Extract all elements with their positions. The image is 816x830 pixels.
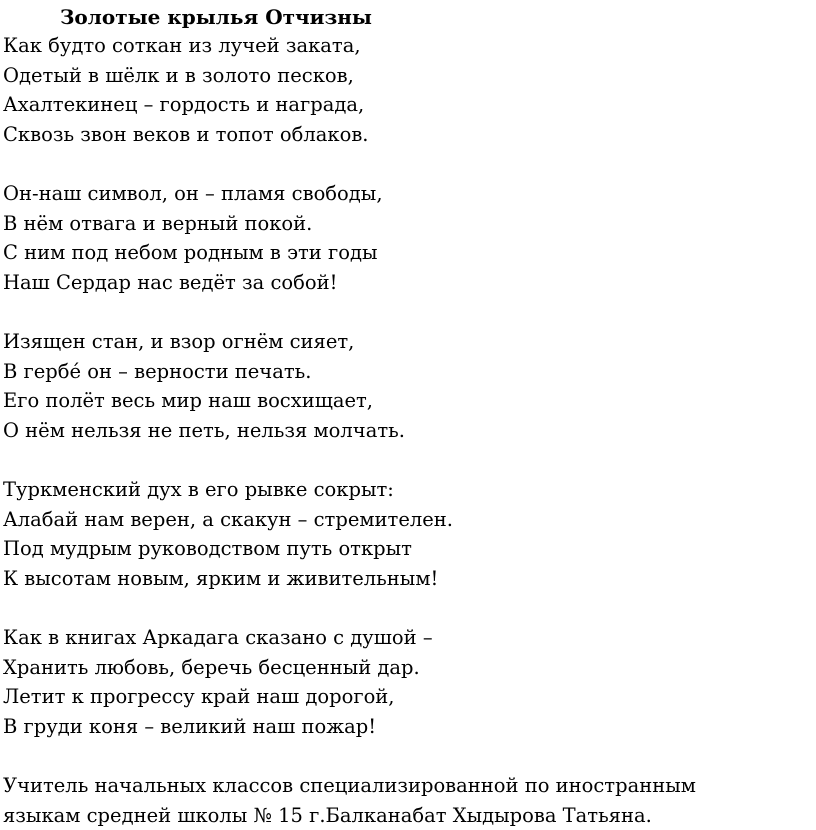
poem-line: В груди коня – великий наш пожар! bbox=[3, 712, 813, 742]
author-line: Учитель начальных классов специализированной по иностранным bbox=[3, 771, 813, 801]
poem-line: Хранить любовь, беречь бесценный дар. bbox=[3, 653, 813, 683]
poem-body bbox=[3, 31, 813, 830]
poem-line: Ахалтекинец – гордость и награда, bbox=[3, 90, 813, 120]
poem-line: Как будто соткан из лучей заката, bbox=[3, 31, 813, 61]
stanza-2 bbox=[3, 179, 813, 297]
stanza-3 bbox=[3, 327, 813, 445]
poem-line: Одетый в шёлк и в золото песков, bbox=[3, 61, 813, 91]
poem-line: С ним под небом родным в эти годы bbox=[3, 238, 813, 268]
author-credit bbox=[3, 771, 813, 830]
stanza-4 bbox=[3, 475, 813, 593]
poem-line: Как в книгах Аркадага сказано с душой – bbox=[3, 623, 813, 653]
poem-line: В нём отвага и верный покой. bbox=[3, 209, 813, 239]
poem-line: Его полёт весь мир наш восхищает, bbox=[3, 386, 813, 416]
poem-line: Наш Сердар нас ведёт за собой! bbox=[3, 268, 813, 298]
stanza-5 bbox=[3, 623, 813, 741]
author-line: языкам средней школы № 15 г.Балканабат Хыдырова Татьяна. bbox=[3, 801, 813, 830]
poem-line: Изящен стан, и взор огнём сияет, bbox=[3, 327, 813, 357]
poem-title: Золотые крылья Отчизны bbox=[60, 2, 372, 32]
poem-line: Туркменский дух в его рывке сокрыт: bbox=[3, 475, 813, 505]
stanza-1 bbox=[3, 31, 813, 149]
poem-line: Он-наш символ, он – пламя свободы, bbox=[3, 179, 813, 209]
poem-line: Сквозь звон веков и топот облаков. bbox=[3, 120, 813, 150]
poem-line: Летит к прогрессу край наш дорогой, bbox=[3, 682, 813, 712]
poem-line: О нём нельзя не петь, нельзя молчать. bbox=[3, 416, 813, 446]
poem-line: Алабай нам верен, а скакун – стремителен. bbox=[3, 505, 813, 535]
poem-line: Под мудрым руководством путь открыт bbox=[3, 534, 813, 564]
poem-line: В гербе́ он – верности печать. bbox=[3, 357, 813, 387]
poem-line: К высотам новым, ярким и живительным! bbox=[3, 564, 813, 594]
